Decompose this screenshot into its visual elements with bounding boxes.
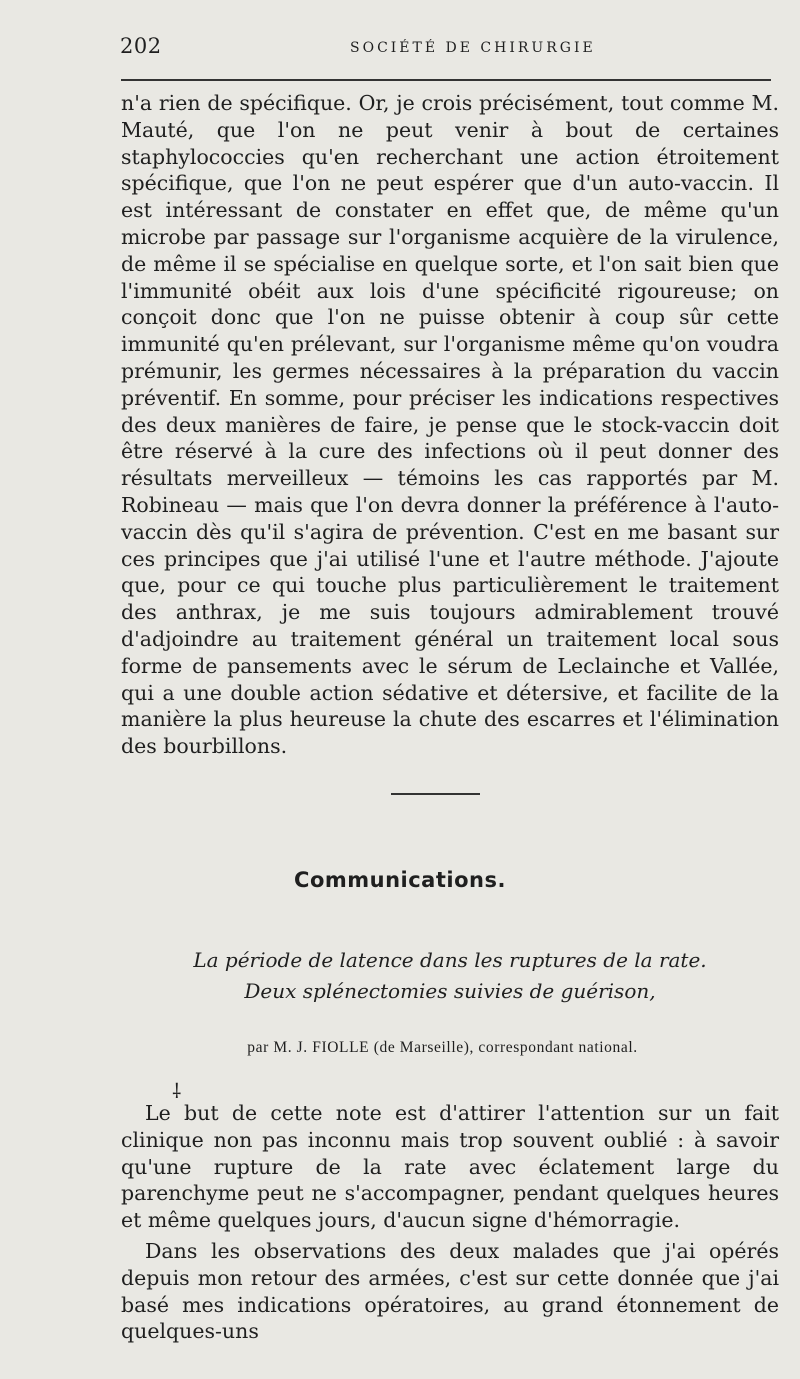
article-title-line-2: Deux splénectomies suivies de guérison, (244, 979, 656, 1003)
running-head: SOCIÉTÉ DE CHIRURGIE (350, 40, 596, 56)
section-divider (391, 793, 480, 795)
continued-paragraph: n'a rien de spécifique. Or, je crois précisément, tout comme M. Mauté, que l'on ne peut venir à bout de certaines staphylococcies qu'en recherchant une action étroitement spécifique, que l'on ne peut espérer que d'un auto-vaccin. Il est intéressant de constater en effet que, de même qu'un microbe par passage sur l'organisme acquière de la virulence, de même il se spécialise en quelque sorte, et l'on sait bien que l'immunité obéit aux lois d'une spécificité rigoureuse; on conçoit donc que l'on ne puisse obtenir à coup sûr cette immunité qu'en prélevant, sur l'organisme même qu'on voudra prémunir, les germes nécessaires à la préparation du vaccin préventif. En somme, pour préciser les indications respectives des deux manières de faire, je pense que le stock-vaccin doit être réservé à la cure des infections où il peut donner des résultats merveilleux — témoins les cas rapportés par M. Robineau — mais que l'on devra donner la préférence à l'auto-vaccin dès qu'il s'agira de prévention. C'est en me basant sur ces principes que j'ai utilisé l'une et l'autre méthode. J'ajoute que, pour ce qui touche plus particulièrement le traitement des anthrax, je me suis toujours admirablement trouvé d'adjoindre au traitement général un traitement local sous forme de pansements avec le sérum de Leclainche et Vallée, qui a une double action sédative et détersive, et facilite de la manière la plus heureuse la chute des escarres et l'élimination des bourbillons. (121, 91, 779, 759)
page-header (120, 28, 780, 68)
header-rule (121, 79, 771, 81)
article-byline: par M. J. FIOLLE (de Marseille), correspondant national. (247, 1039, 638, 1056)
page-number: 202 (120, 34, 162, 58)
article-body (121, 1100, 779, 1345)
printer-mark: ⸸ (172, 1079, 182, 1103)
article-paragraph-2: Dans les observations des deux malades que j'ai opérés depuis mon retour des armées, c'est sur cette donnée que j'ai basé mes indications opératoires, au grand étonnement de quelques-uns (121, 1238, 779, 1344)
section-title: Communications. (294, 868, 506, 892)
article-title-line-1: La période de latence dans les ruptures de la rate. (193, 948, 707, 972)
article-paragraph-1: Le but de cette note est d'attirer l'attention sur un fait clinique non pas inconnu mais trop souvent oublié : à savoir qu'une rupture de la rate avec éclatement large du parenchyme peut ne s'accompagner, pendant quelques heures et même quelques jours, d'aucun signe d'hémorragie. (121, 1101, 779, 1233)
continued-text (121, 90, 779, 760)
